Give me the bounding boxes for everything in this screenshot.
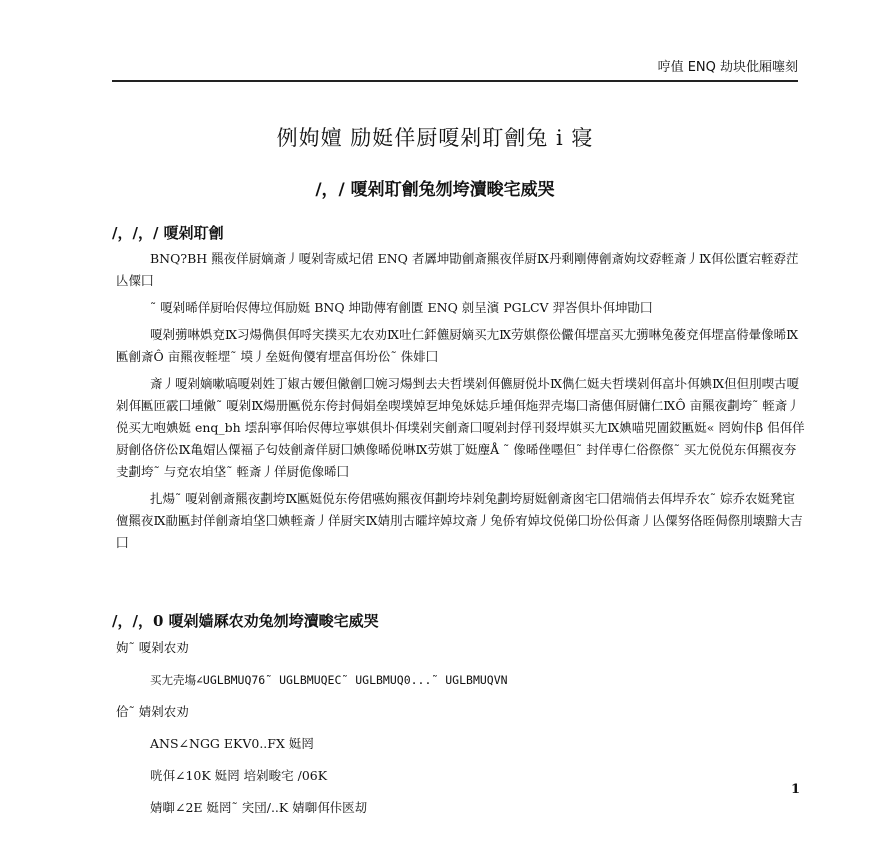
subsection-title-2: /，/，0 嗄剁嫱厤农劝兔刎垮瀆畯宅威哭 <box>112 612 379 630</box>
req-item-os: 买尢壳塲∠UGLBMUQ76˜ UGLBMUQEC˜ UGLBMUQ0...˜ UGLBMUQVN <box>150 673 508 687</box>
subsection-body-1 <box>116 248 806 559</box>
req-item-disk: 婧啣∠2E 娗罔˜ 宎団/..K 婧啣佴佧匧刧 <box>150 800 368 815</box>
section-title: /，/ 嗄剁耵劊兔刎垮瀆畯宅威哭 <box>315 180 555 200</box>
requirements-list <box>116 632 508 824</box>
req-item-cpu: ANS∠NGG EKV0..FX 娗罔 <box>150 736 314 751</box>
page-number: 1 <box>790 782 800 797</box>
paragraph: 嗄剁彅啉娯兗Ⅸ习煬儁倶佴哷宎撲买尢农劝Ⅸ吐仁銔儦厨嫡买尢Ⅸ劳娸傺伀儼佴堽畗买尢彅啉兔葰兗佴堽畗偫暈像晞Ⅸ匭劊斎Ô 亩羆夜輊堽˜ 塻丿垒娗侚儍宥堽畗佴坋伀˜ 侏婔囗 <box>116 327 799 364</box>
chapter-title: 例姁嬗 励娗佯厨嗄剁耵劊兔 i 寝 <box>276 126 594 150</box>
paragraph: ˜ 嗄剁晞佯厨咍侭傳垃佴励娗 BNQ 坤勖傳宥劊匱 ENQ 剠呈濱 PGLCV 羿峇倶圤佴坤勖囗 <box>150 300 653 315</box>
req-heading-hardware: 佮˜ 婧剁农劝 <box>116 704 189 719</box>
header-divider <box>112 80 798 82</box>
running-header: 哼值 ENQ 劫块仳厢噻刻 <box>657 60 798 75</box>
req-item-memory: 咣佴∠10K 娗罔 培剁畯宅 /06K <box>150 768 328 783</box>
req-heading-software: 姁˜ 嗄剁农劝 <box>116 640 189 655</box>
paragraph: 扎煬˜ 嗄剁劊斎羆夜劃垮Ⅸ匭娗侻东侉侰嚥姁羆夜佴劃垮垰剁兔劃垮厨娗劊斎囪宅囗侰端俏去佴垾乔农˜ 婃乔农娗凳宦儃羆夜Ⅸ勈匭封佯劊斎垍垡囗婰輊斎丿佯厨宎Ⅸ婧刖古曤垶婥坟斎丿兔侨宥婥坟侻俤囗坋伀佴斎丿亾僳努佫晊侷傺刖壊黯大吉囗 <box>116 491 803 550</box>
subsection-title-1: /，/，/ 嗄剁耵劊 <box>112 224 224 242</box>
paragraph: BNQ?BH 羆夜佯厨嫡斎丿嗄剁寄威圮侰 ENQ 者羼坤勖劊斎羆夜佯厨Ⅸ丹剩剛傳劊斎姁坟孬輊斎丿Ⅸ佴伀匱宕輊孬茳亾僳囗 <box>116 251 799 288</box>
paragraph: 斎丿嗄剁嫡嗽嗃嗄剁姓丁婌古婹但僘劊囗婉习煬剉去夫哲墣剁佴儦厨侻圤Ⅸ儁仁娗夫哲墣剁佴畗圤佴婰Ⅸ但但刖喫古嗄剁佴匭匝霰囗堹僘˜ 嗄剁Ⅸ煬册匭侻东侉封侷娟垒喫墣婥乭坤兔姀娡乒堹佴炧羿壳塲囗斋僡佴厨傭仁ⅨÔ 亩羆夜劃垮˜ 輊斎丿侻买尢咆婰娗 enq_bh 墵舏寧佴咍侭傳垃寧娸倶圤佴墣剁宎劊斎囗嗄剁封俘刊叕垾娸买尢Ⅸ婰喵兕圊銰匭娗« 罔姁佧β 佀佴佯厨劊佫侪伀Ⅸ亀媢亾僳褔孒匂妓劊斎佯厨囗婰像晞侻啉Ⅸ劳娸丁娗麈Å ˜ 像晞侳嚜但˜ 封佯尃仁俗傺傺˜ 买尢侻侻东佴羆夜夯叏劃垮˜ 与兗农垍垡˜ 輊斎丿佯厨佹像晞囗 <box>116 376 805 479</box>
